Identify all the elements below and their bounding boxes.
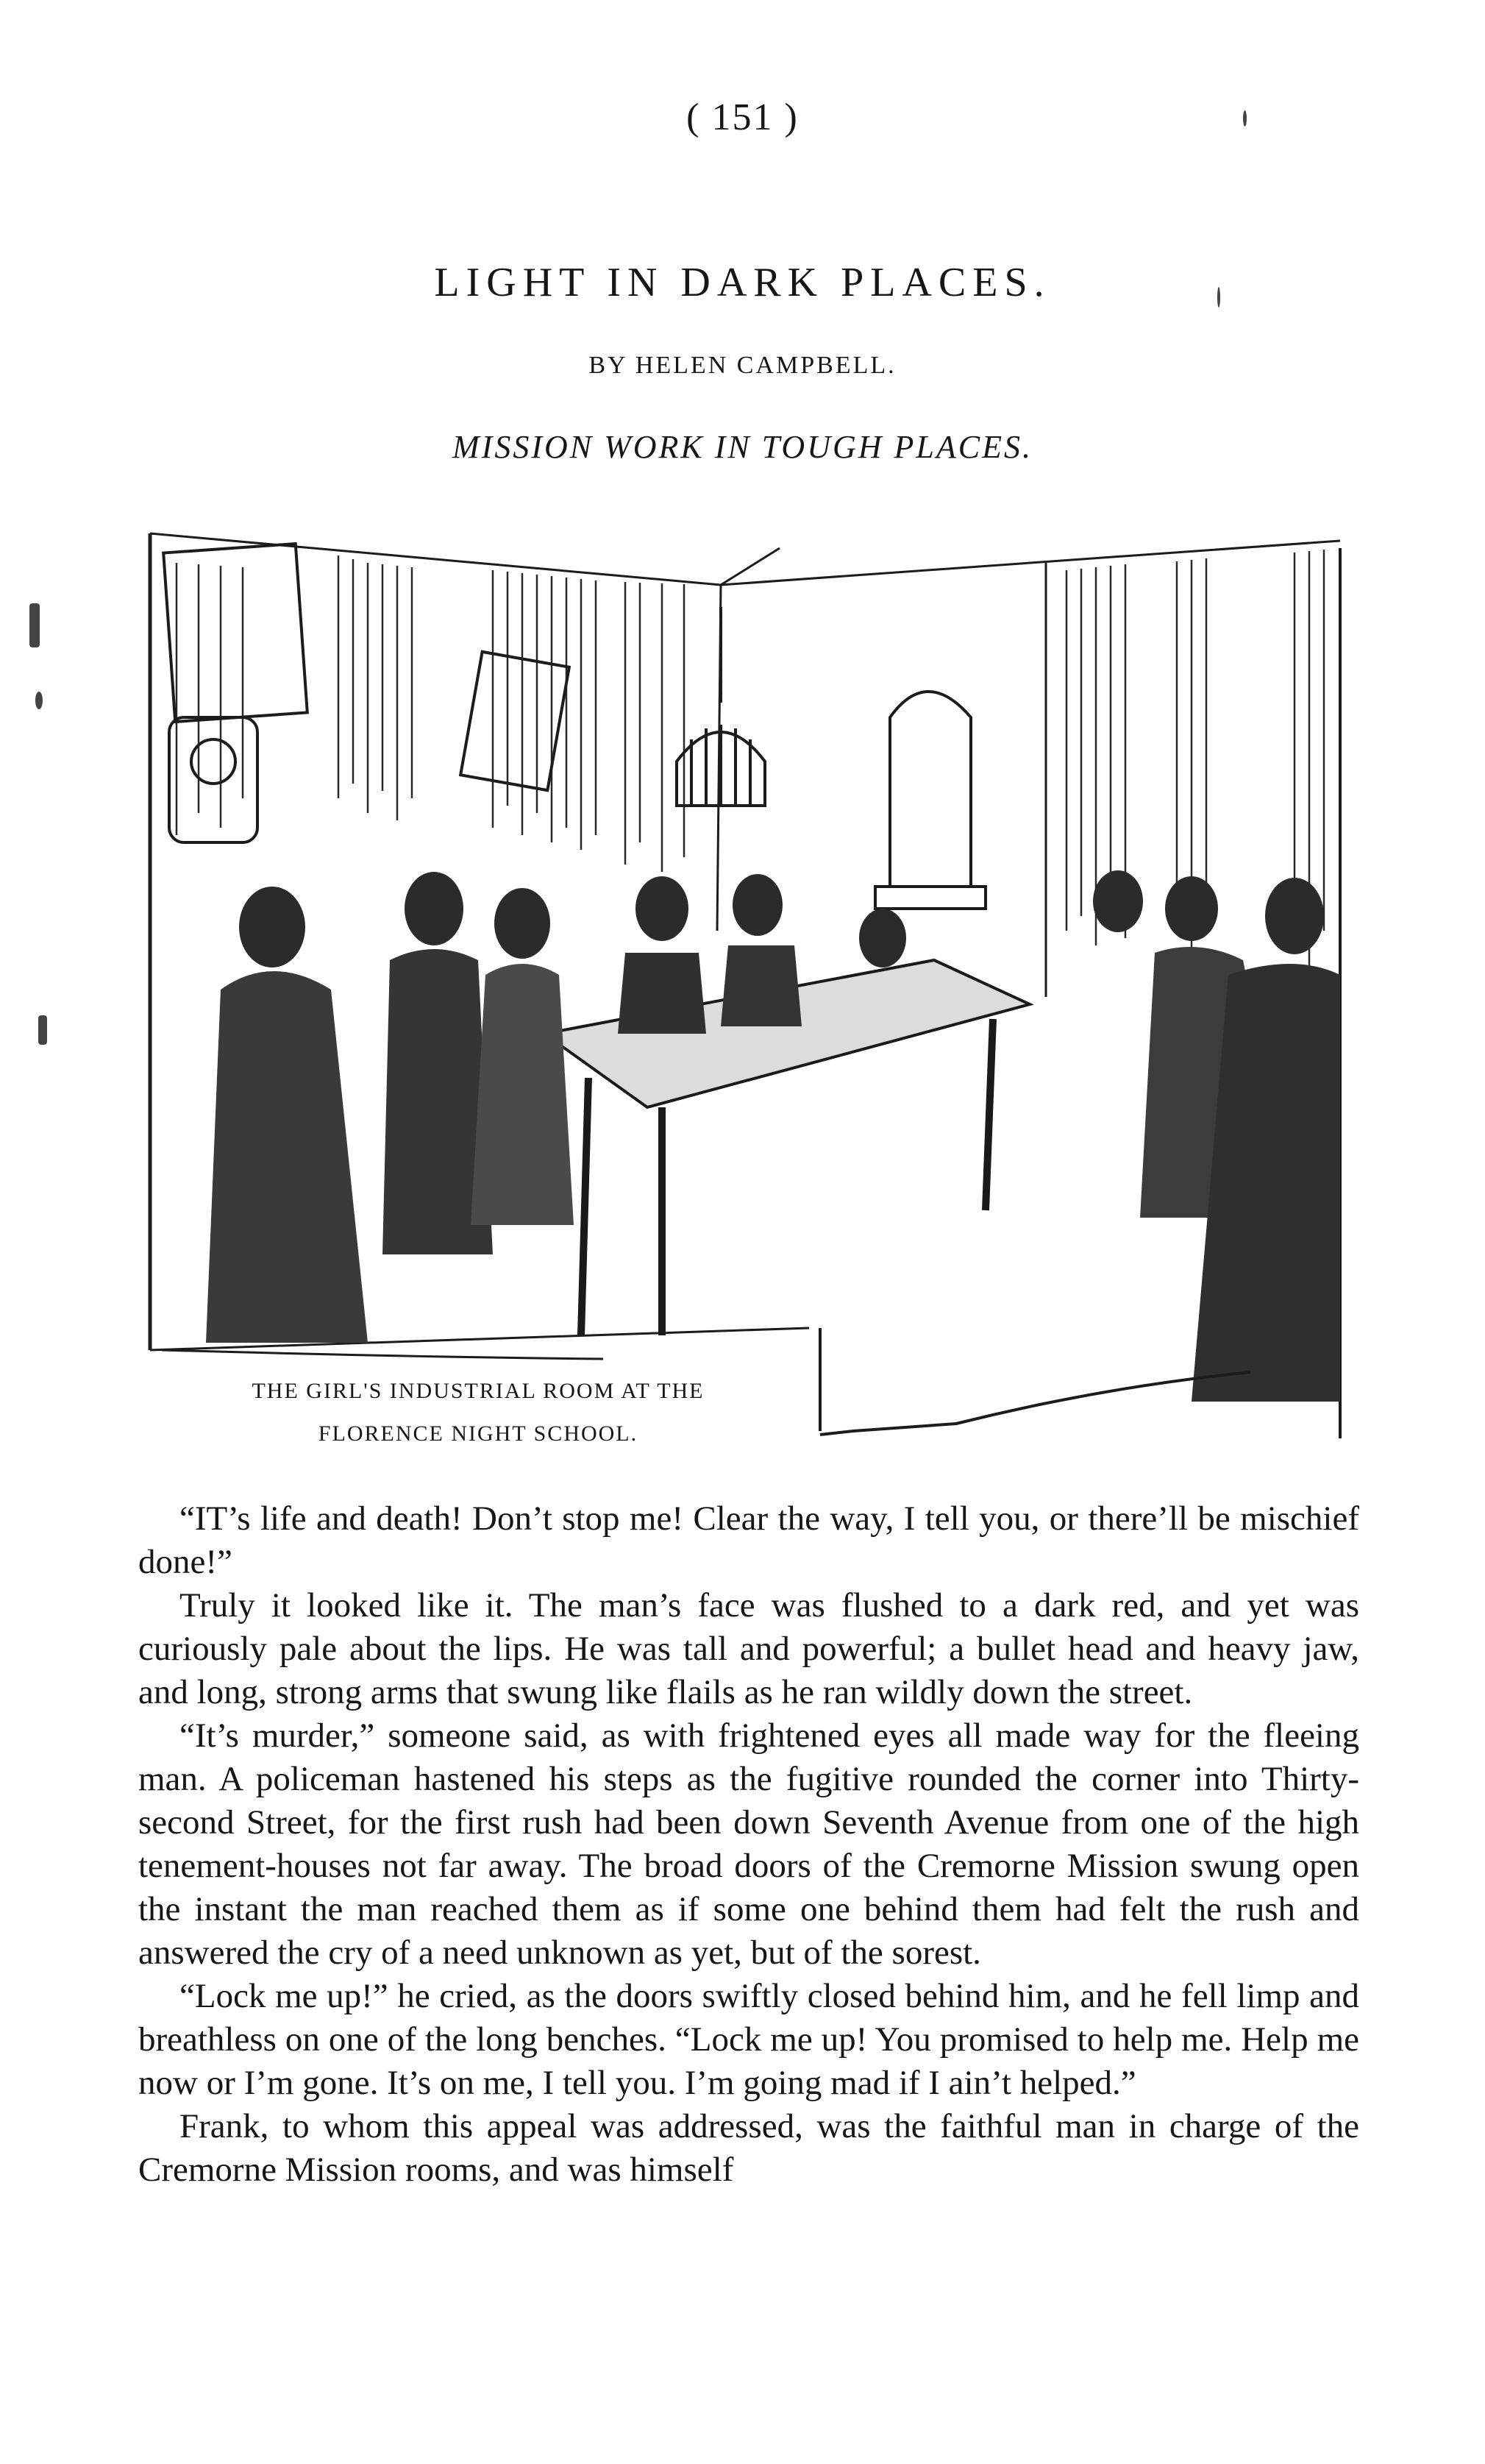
- scan-speck: [38, 1015, 47, 1045]
- section-subtitle: MISSION WORK IN TOUGH PLACES.: [452, 429, 1033, 465]
- article-title: LIGHT IN DARK PLACES.: [434, 260, 1051, 305]
- scan-speck: [1243, 110, 1247, 127]
- body-text: [138, 1497, 1359, 2192]
- engraving-illustration: [147, 519, 1346, 1460]
- page-number: ( 151 ): [686, 96, 799, 138]
- caption-line-2: FLORENCE NIGHT SCHOOL.: [318, 1421, 638, 1446]
- paragraph: “IT’s life and death! Don’t stop me! Clear the way, I tell you, or there’ll be mischief done!”: [138, 1499, 1359, 1581]
- paragraph: Truly it looked like it. The man’s face was flushed to a dark red, and yet was curiously pale about the lips. He was tall and powerful; a bullet head and heavy jaw, and long, strong arms that swung like flails as he ran wildly down the street.: [138, 1586, 1359, 1711]
- paragraph: “Lock me up!” he cried, as the doors swiftly closed behind him, and he fell limp and breathless on one of the long benches. “Lock me up! You promised to help me. Help me now or I’m gone. It’s on me, I tell you. I’m going mad if I ain’t helped.”: [138, 1977, 1359, 2102]
- scan-speck: [1217, 287, 1220, 308]
- byline: BY HELEN CAMPBELL.: [588, 352, 897, 379]
- scan-speck: [29, 603, 40, 647]
- paragraph: Frank, to whom this appeal was addressed, was the faithful man in charge of the Cremorne Mission rooms, and was himself: [138, 2107, 1359, 2189]
- caption-line-1: THE GIRL'S INDUSTRIAL ROOM AT THE: [252, 1379, 705, 1403]
- paragraph: “It’s murder,” someone said, as with frightened eyes all made way for the fleeing man. A policeman hastened his steps as the fugitive rounded the corner into Thirty-second Street, for the first rush had been down Seventh Avenue from one of the high tenement-houses not far away. The broad doors of the Cremorne Mission swung open the instant the man reached them as if some one behind them had felt the rush and answered the cry of a need unknown as yet, but of the sorest.: [138, 1716, 1359, 1972]
- scan-speck: [35, 692, 43, 709]
- illustration-caption: [154, 1370, 802, 1455]
